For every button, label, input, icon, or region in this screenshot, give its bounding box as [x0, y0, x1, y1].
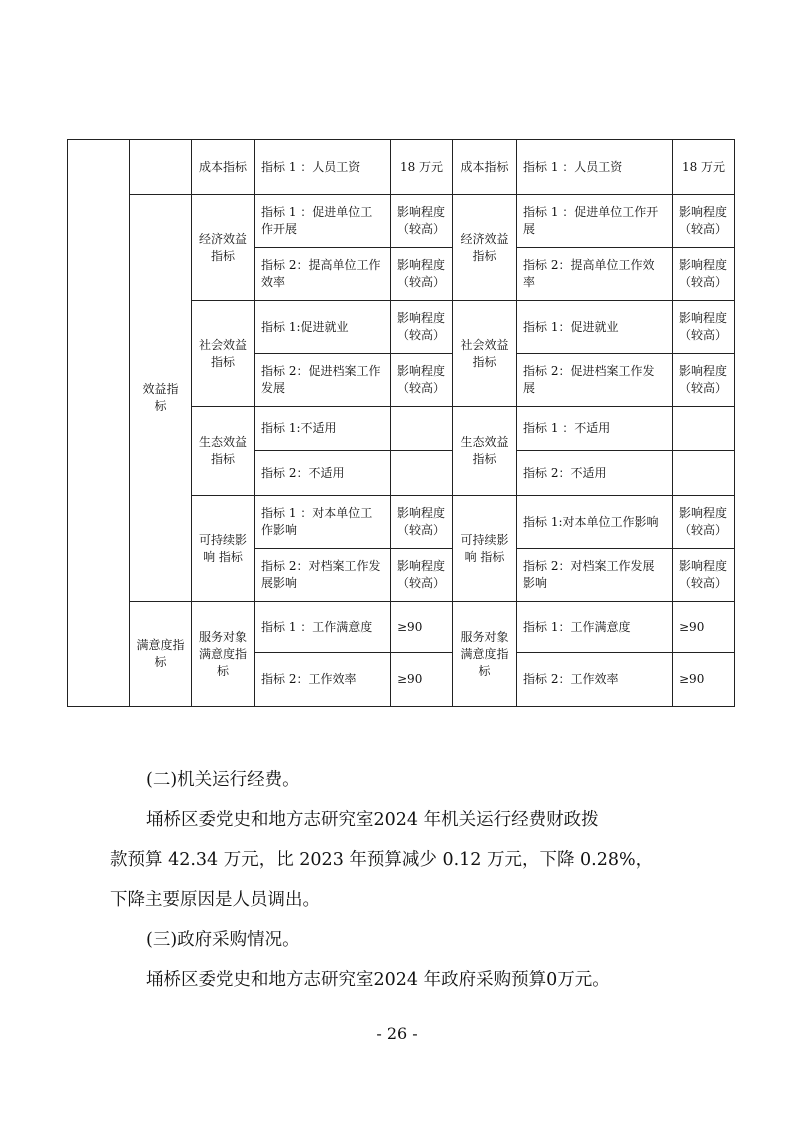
value-cell: 影响程度（较高）: [391, 248, 453, 301]
ecological-benefit-label: 生态效益 指标: [453, 407, 517, 496]
value-cell: 影响程度（较高）: [673, 301, 735, 354]
social-benefit-label: 社会效益 指标: [453, 301, 517, 407]
value-cell: [673, 407, 735, 451]
body-text: [110, 760, 696, 1000]
indicator-cell: 指标 1：促进就业: [517, 301, 673, 354]
paragraph-line: 款预算 42.34 万元，比 2023 年预算减少 0.12 万元，下降 0.28%，: [110, 850, 654, 870]
table-row: [68, 602, 735, 653]
value-cell: 影响程度（较高）: [391, 354, 453, 407]
indicator-cell: 指标 2：不适用: [517, 451, 673, 496]
value-cell: [391, 451, 453, 496]
blank-cell: [68, 140, 130, 707]
indicator-cell: 指标 1:不适用: [255, 407, 391, 451]
value-cell: ≥90: [391, 602, 453, 653]
social-benefit-label: 社会效益 指标: [192, 301, 255, 407]
cost-indicator-label: 成本指标: [453, 140, 517, 195]
table-row: [68, 195, 735, 248]
indicator-cell: 指标 1 ：工作满意度: [255, 602, 391, 653]
section-heading: (二)机关运行经费。: [146, 770, 300, 790]
indicator-cell: 指标 2：对档案工作发展影响: [517, 549, 673, 602]
performance-indicator-table: [67, 139, 735, 707]
indicator-cell: 指标 1 ：对本单位工作影响: [255, 496, 391, 549]
economic-benefit-label: 经济效益 指标: [192, 195, 255, 301]
value-cell: 影响程度（较高）: [391, 195, 453, 248]
indicator-cell: 指标 2：提高单位工作效率: [255, 248, 391, 301]
economic-benefit-label: 经济效益 指标: [453, 195, 517, 301]
indicator-cell: 指标 1:对本单位工作影响: [517, 496, 673, 549]
indicator-cell: 指标 1:促进就业: [255, 301, 391, 354]
blank-cell: [130, 140, 192, 195]
service-satisfaction-label: 服务对象 满意度指标: [453, 602, 517, 707]
sustainable-impact-label: 可持续影响 指标: [192, 496, 255, 602]
value-cell: 影响程度（较高）: [673, 248, 735, 301]
value-cell: 18 万元: [673, 140, 735, 195]
indicator-cell: 指标 1 ：人员工资: [255, 140, 391, 195]
satisfaction-indicator-label: 满意度指标: [130, 602, 192, 707]
value-cell: 影响程度（较高）: [673, 354, 735, 407]
indicator-cell: 指标 2：工作效率: [517, 653, 673, 707]
value-cell: ≥90: [391, 653, 453, 707]
indicator-cell: 指标 1 ：促进单位工作开展: [255, 195, 391, 248]
value-cell: 影响程度（较高）: [673, 496, 735, 549]
service-satisfaction-label: 服务对象 满意度指标: [192, 602, 255, 707]
indicator-cell: 指标 2：促进档案工作发展: [255, 354, 391, 407]
cost-indicator-label: 成本指标: [192, 140, 255, 195]
paragraph-line: 埇桥区委党史和地方志研究室2024 年机关运行经费财政拨: [146, 810, 599, 830]
benefit-indicator-label: 效益指标: [130, 195, 192, 602]
indicator-cell: 指标 2：促进档案工作发展: [517, 354, 673, 407]
value-cell: 影响程度（较高）: [391, 549, 453, 602]
value-cell: [673, 451, 735, 496]
value-cell: 影响程度（较高）: [391, 496, 453, 549]
value-cell: 影响程度（较高）: [391, 301, 453, 354]
ecological-benefit-label: 生态效益 指标: [192, 407, 255, 496]
indicator-cell: 指标 2：提高单位工作效率: [517, 248, 673, 301]
indicator-cell: 指标 2：工作效率: [255, 653, 391, 707]
indicator-cell: 指标 1 ：不适用: [517, 407, 673, 451]
indicator-cell: 指标 2：对档案工作发展影响: [255, 549, 391, 602]
value-cell: 18 万元: [391, 140, 453, 195]
section-heading: (三)政府采购情况。: [146, 930, 300, 950]
paragraph-line: 埇桥区委党史和地方志研究室2024 年政府采购预算0万元。: [146, 970, 610, 990]
value-cell: ≥90: [673, 653, 735, 707]
page-number: - 26 -: [376, 1024, 418, 1043]
value-cell: [391, 407, 453, 451]
sustainable-impact-label: 可持续影响 指标: [453, 496, 517, 602]
indicator-cell: 指标 1 ：人员工资: [517, 140, 673, 195]
indicator-cell: 指标 2：不适用: [255, 451, 391, 496]
indicator-cell: 指标 1：工作满意度: [517, 602, 673, 653]
value-cell: 影响程度（较高）: [673, 549, 735, 602]
table-row: [68, 140, 735, 195]
value-cell: ≥90: [673, 602, 735, 653]
value-cell: 影响程度（较高）: [673, 195, 735, 248]
paragraph-line: 下降主要原因是人员调出。: [110, 890, 320, 910]
indicator-cell: 指标 1 ：促进单位工作开展: [517, 195, 673, 248]
